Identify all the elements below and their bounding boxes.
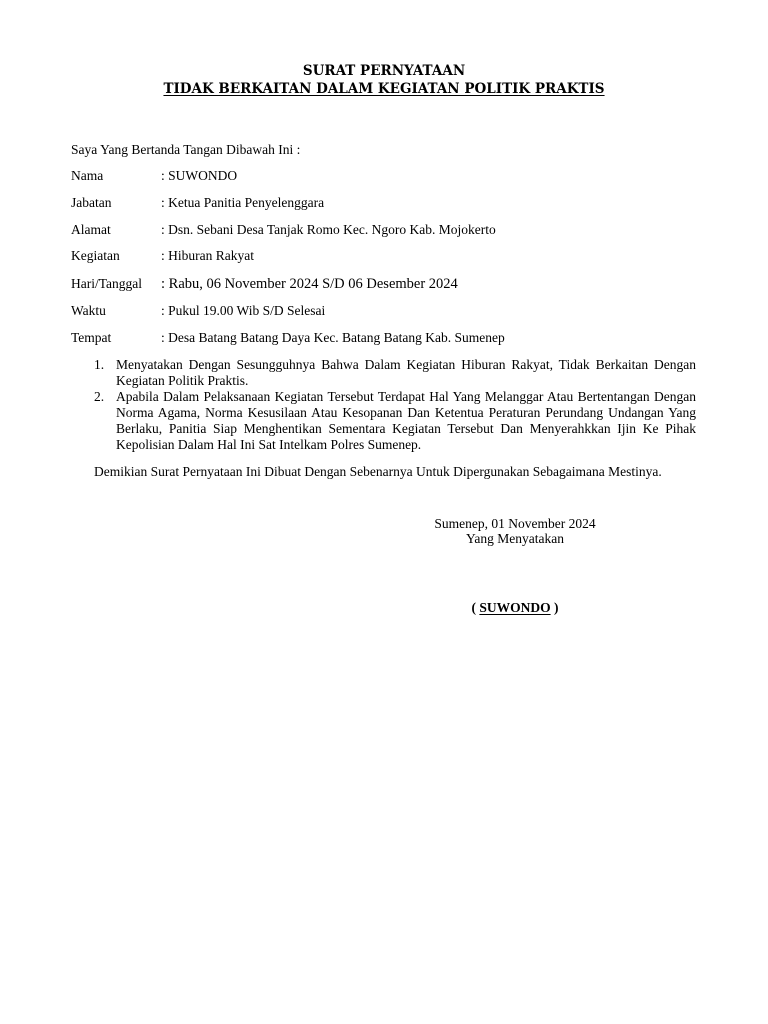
list-text: Apabila Dalam Pelaksanaan Kegiatan Tersebut Terdapat Hal Yang Melanggar Atau Bertentangan Dengan Norma Agama, Norma Kesusilaan Atau Kesopanan Dan Ketentua Peraturan Perundang Undangan Yang Berlaku, Panitia Siap Menghentikan Sementara Kegiatan Tersebut Dan Menyerahkkan Ijin Ke Pihak Kepolisian Dalam Hal Ini Sat Intelkam Polres Sumenep. — [116, 389, 696, 452]
signature-open-paren: ( — [471, 600, 480, 615]
signature-name-text: SUWONDO — [479, 600, 551, 615]
list-number: 1. — [94, 357, 105, 372]
list-number: 2. — [94, 389, 105, 404]
closing-statement: Demikian Surat Pernyataan Ini Dibuat Dengan Sebenarnya Untuk Dipergunakan Sebagaimana Mestinya. — [94, 464, 662, 479]
signature-role: Yang Menyatakan — [466, 531, 564, 546]
signature-close-paren: ) — [550, 600, 559, 615]
field-label: Tempat — [71, 330, 112, 345]
field-label: Hari/Tanggal — [71, 276, 143, 291]
field-label: Jabatan — [71, 195, 112, 210]
signature-name — [375, 599, 655, 617]
field-value: : Desa Batang Batang Daya Kec. Batang Batang Kab. Sumenep — [161, 330, 505, 345]
field-label: Waktu — [71, 303, 106, 318]
list-text: Menyatakan Dengan Sesungguhnya Bahwa Dalam Kegiatan Hiburan Rakyat, Tidak Berkaitan Dengan Kegiatan Politik Praktis. — [116, 357, 696, 388]
statement-list — [94, 357, 696, 453]
field-value: : Dsn. Sebani Desa Tanjak Romo Kec. Ngoro Kab. Mojokerto — [161, 222, 496, 237]
list-item — [94, 357, 696, 389]
field-value: : Rabu, 06 November 2024 S/D 06 Desember 2024 — [161, 276, 458, 292]
document-subtitle: TIDAK BERKAITAN DALAM KEGIATAN POLITIK PRAKTIS — [163, 81, 605, 97]
signature-place-date: Sumenep, 01 November 2024 — [434, 516, 596, 531]
list-item — [94, 389, 696, 453]
field-label: Kegiatan — [71, 248, 120, 263]
field-value: : Pukul 19.00 Wib S/D Selesai — [161, 303, 326, 318]
field-value: : Hiburan Rakyat — [161, 248, 254, 263]
field-label: Nama — [71, 168, 104, 183]
field-value: : Ketua Panitia Penyelenggara — [161, 195, 325, 210]
field-value: : SUWONDO — [161, 168, 238, 183]
field-label: Alamat — [71, 222, 111, 237]
intro-text: Saya Yang Bertanda Tangan Dibawah Ini : — [71, 142, 301, 157]
document-title: SURAT PERNYATAAN — [302, 63, 466, 79]
